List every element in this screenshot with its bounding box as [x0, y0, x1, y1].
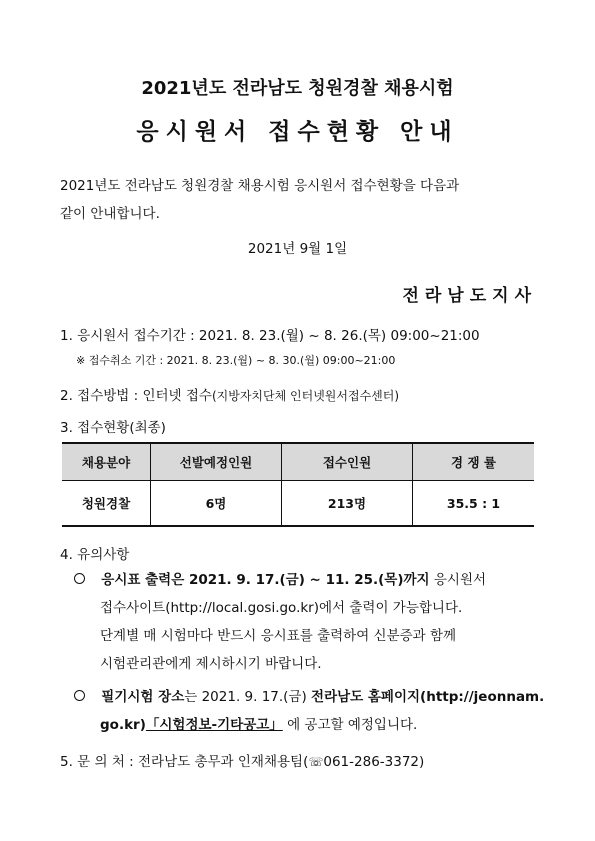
bullet1-line4: 시험관리관에게 제시하시기 바랍니다. [100, 656, 322, 672]
table-row [62, 481, 534, 527]
bullet1-line3: 단계별 매 시험마다 반드시 응시표를 출력하여 신분증과 함께 [100, 628, 457, 644]
table-header-row [62, 443, 534, 481]
section1-cancel-note: ※ 접수취소 기간 : 2021. 8. 23.(월) ~ 8. 30.(월) 09:00~21:00 [76, 354, 396, 367]
bullet2-bold-place: 필기시험 장소 [101, 689, 185, 705]
bullet2-line1 [74, 683, 544, 711]
cell-planned: 6명 [151, 481, 282, 527]
section4-heading: 4. 유의사항 [60, 547, 130, 563]
section5-contact [60, 750, 424, 770]
header-planned: 선발예정인원 [151, 443, 282, 481]
bullet2-homepage: 전라남도 홈페이지(http://jeonnam. [311, 689, 545, 705]
status-table [62, 442, 534, 527]
section3-heading: 3. 접수현황(최종) [60, 420, 166, 436]
bullet2-domain: go.kr) [100, 717, 146, 733]
intro-line2: 같이 안내합니다. [60, 206, 160, 222]
issuing-organization: 전라남도지사 [402, 286, 537, 306]
cell-ratio: 35.5 : 1 [413, 481, 535, 527]
bullet1-line1 [74, 566, 486, 594]
section5-phone: 061-286-3372) [323, 754, 425, 770]
cell-field: 청원경찰 [62, 481, 151, 527]
bullet1-line2: 접수사이트(http://local.gosi.go.kr)에서 출력이 가능합니다. [100, 600, 463, 616]
title-line1: 2021년도 전라남도 청원경찰 채용시험 [141, 78, 454, 99]
bullet1-rest: 응시원서 [429, 572, 487, 588]
section2-label: 2. 접수방법 : 인터넷 접수 [60, 388, 212, 404]
bullet2-line2 [100, 711, 417, 739]
header-ratio: 경 쟁 률 [413, 443, 535, 481]
document-date: 2021년 9월 1일 [247, 241, 348, 257]
title-line2: 응시원서 접수현황 안내 [136, 119, 459, 145]
header-applicants: 접수인원 [282, 443, 413, 481]
section5-text: 5. 문 의 처 : 전라남도 총무과 인재채용팀( [60, 754, 309, 770]
cell-applicants: 213명 [282, 481, 413, 527]
section2-method [60, 384, 399, 404]
circle-bullet-icon [74, 573, 85, 584]
phone-icon: ☏ [308, 755, 324, 769]
bullet2-board: 「시험정보-기타공고」 [145, 717, 283, 733]
circle-bullet-icon [74, 690, 85, 701]
header-field: 채용분야 [62, 443, 151, 481]
bullet2-end: 에 공고할 예정입니다. [282, 717, 418, 733]
intro-line1: 2021년도 전라남도 청원경찰 채용시험 응시원서 접수현황을 다음과 [60, 178, 460, 194]
section1-period: 1. 응시원서 접수기간 : 2021. 8. 23.(월) ~ 8. 26.(목) 09:00~21:00 [60, 328, 480, 344]
bullet1-bold: 응시표 출력은 2021. 9. 17.(금) ~ 11. 25.(목)까지 [101, 572, 430, 588]
bullet2-plain: 는 2021. 9. 17.(금) [184, 689, 312, 705]
section2-detail: (지방자치단체 인터넷원서접수센터) [211, 389, 400, 403]
